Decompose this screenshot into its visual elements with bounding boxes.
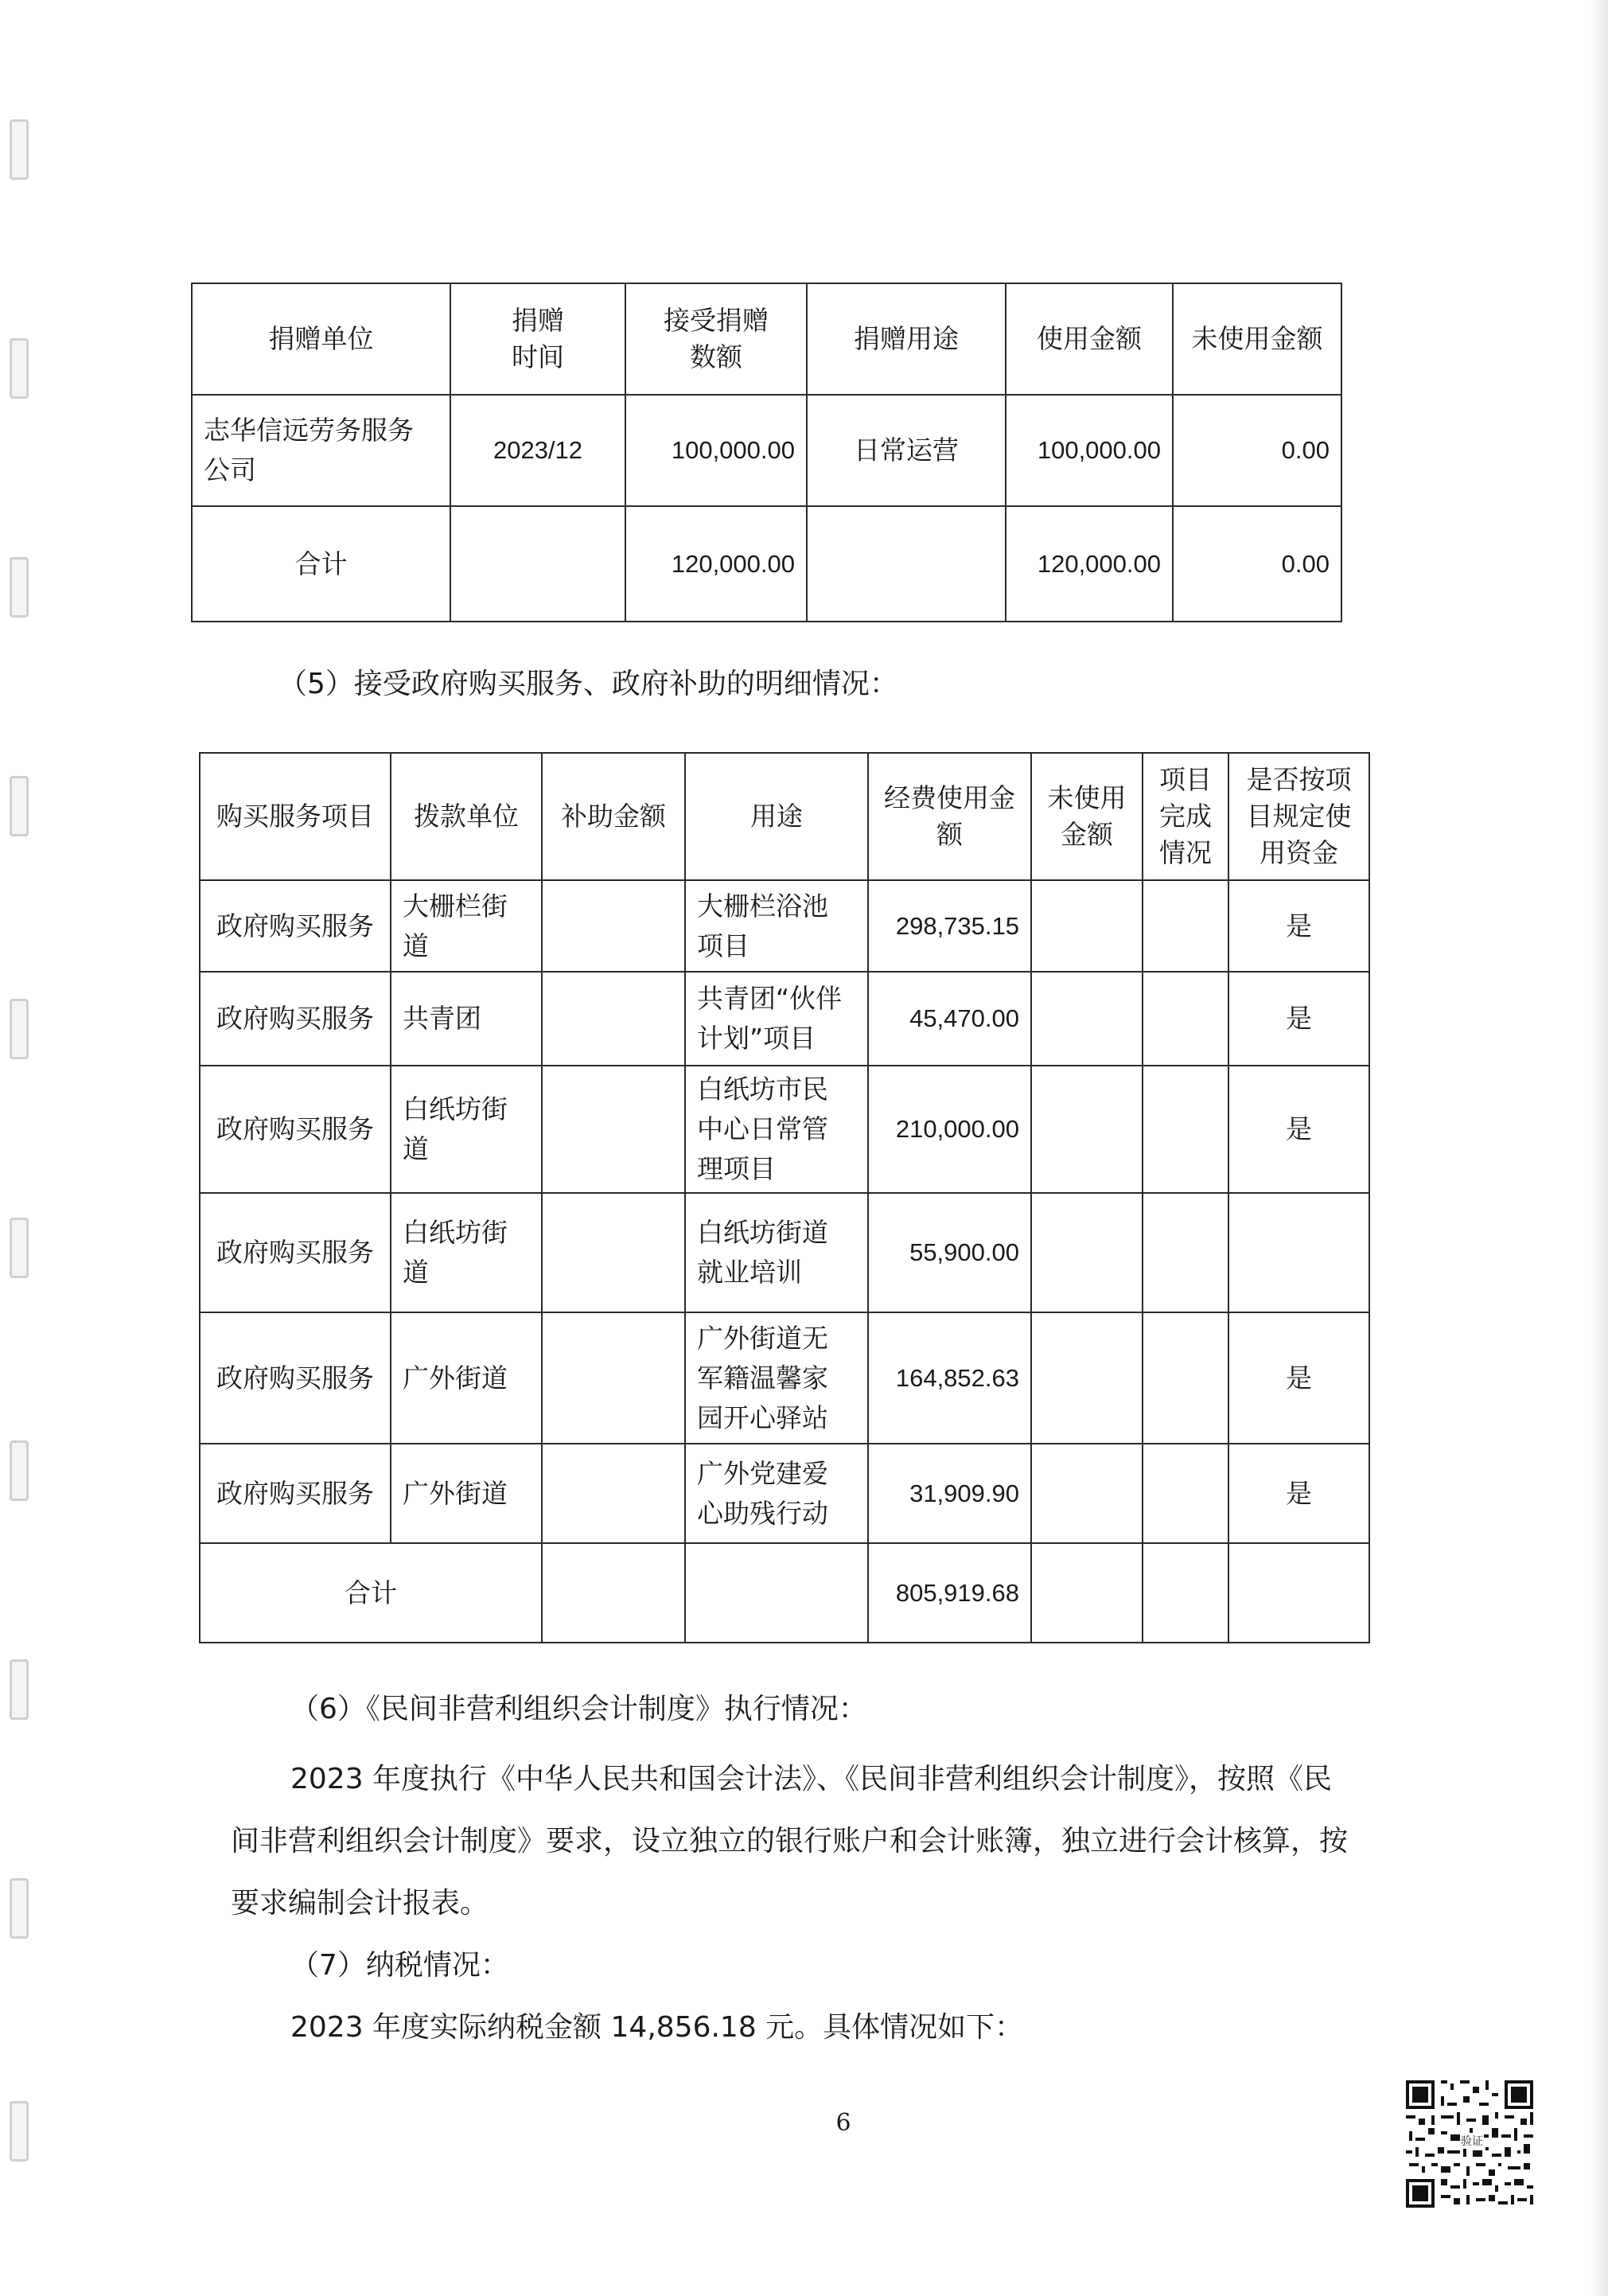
unused-cell bbox=[1031, 972, 1143, 1066]
unused-cell: 0.00 bbox=[1173, 395, 1341, 506]
binding-hole bbox=[10, 1440, 29, 1501]
total-amount: 805,919.68 bbox=[868, 1543, 1031, 1643]
header-cell: 用途 bbox=[685, 753, 868, 880]
compliance-cell bbox=[1228, 1193, 1369, 1312]
purpose-cell: 广外街道无 军籍温馨家 园开心驿站 bbox=[685, 1312, 868, 1444]
binding-hole bbox=[10, 999, 29, 1059]
payer-cell: 大栅栏街 道 bbox=[391, 880, 542, 972]
subsidy-cell bbox=[542, 1066, 685, 1193]
header-cell: 补助金额 bbox=[542, 753, 685, 880]
page-edge bbox=[1590, 0, 1608, 2296]
purpose-cell: 白纸坊街道 就业培训 bbox=[685, 1193, 868, 1312]
header-cell: 捐赠单位 bbox=[192, 283, 450, 395]
amount-cell: 100,000.00 bbox=[625, 395, 807, 506]
table-row bbox=[200, 972, 1369, 1066]
status-cell bbox=[1143, 972, 1228, 1066]
status-cell bbox=[1143, 1066, 1228, 1193]
donation-header-row bbox=[192, 283, 1341, 395]
binding-hole bbox=[10, 2101, 29, 2162]
binding-hole bbox=[10, 557, 29, 618]
total-cell bbox=[807, 506, 1006, 622]
total-cell bbox=[685, 1543, 868, 1643]
table-row bbox=[200, 1193, 1369, 1312]
item-cell: 政府购买服务 bbox=[200, 1066, 391, 1193]
item-cell: 政府购买服务 bbox=[200, 1444, 391, 1543]
compliance-cell: 是 bbox=[1228, 1312, 1369, 1444]
payer-cell: 白纸坊街 道 bbox=[391, 1193, 542, 1312]
header-cell: 未使用金额 bbox=[1173, 283, 1341, 395]
donation-table bbox=[191, 283, 1342, 622]
section-6-body-line: 2023 年度执行《中华人民共和国会计法》、《民间非营利组织会计制度》，按照《民 bbox=[290, 1763, 1333, 1795]
total-used: 120,000.00 bbox=[1006, 506, 1173, 622]
binding-hole bbox=[10, 338, 29, 399]
unused-cell bbox=[1031, 1444, 1143, 1543]
qr-label: 验证 bbox=[1460, 2133, 1484, 2149]
gov-purchase-table bbox=[199, 752, 1370, 1643]
table-row bbox=[200, 1066, 1369, 1193]
amount-cell: 164,852.63 bbox=[868, 1312, 1031, 1444]
used-cell: 100,000.00 bbox=[1006, 395, 1173, 506]
unused-cell bbox=[1031, 1312, 1143, 1444]
unused-cell bbox=[1031, 880, 1143, 972]
status-cell bbox=[1143, 880, 1228, 972]
payer-cell: 共青团 bbox=[391, 972, 542, 1066]
date-cell: 2023/12 bbox=[450, 395, 625, 506]
payer-cell: 白纸坊街 道 bbox=[391, 1066, 542, 1193]
section-6-body-line: 要求编制会计报表。 bbox=[231, 1887, 489, 1920]
amount-cell: 31,909.90 bbox=[868, 1444, 1031, 1543]
total-label: 合计 bbox=[200, 1543, 542, 1643]
qr-code bbox=[1403, 2077, 1536, 2211]
section-7-body: 2023 年度实际纳税金额 14,856.18 元。具体情况如下： bbox=[290, 2011, 1024, 2044]
header-cell: 购买服务项目 bbox=[200, 753, 391, 880]
subsidy-cell bbox=[542, 972, 685, 1066]
purpose-cell: 日常运营 bbox=[807, 395, 1006, 506]
subsidy-cell bbox=[542, 1312, 685, 1444]
section-7-title: （7）纳税情况： bbox=[290, 1949, 509, 1982]
status-cell bbox=[1143, 1444, 1228, 1543]
purpose-cell: 白纸坊市民 中心日常管 理项目 bbox=[685, 1066, 868, 1193]
subsidy-cell bbox=[542, 880, 685, 972]
total-cell bbox=[450, 506, 625, 622]
donor-cell: 志华信远劳务服务 公司 bbox=[192, 395, 450, 506]
unused-cell bbox=[1031, 1193, 1143, 1312]
subsidy-cell bbox=[542, 1444, 685, 1543]
page-number: 6 bbox=[835, 2109, 851, 2137]
header-cell: 未使用 金额 bbox=[1031, 753, 1143, 880]
section-6-body-line: 间非营利组织会计制度》要求，设立独立的银行账户和会计账簿，独立进行会计核算，按 bbox=[231, 1825, 1349, 1857]
header-cell: 是否按项 目规定使 用资金 bbox=[1228, 753, 1369, 880]
binding-hole bbox=[10, 776, 29, 836]
total-cell bbox=[1143, 1543, 1228, 1643]
purpose-cell: 广外党建爱 心助残行动 bbox=[685, 1444, 868, 1543]
header-cell: 拨款单位 bbox=[391, 753, 542, 880]
amount-cell: 298,735.15 bbox=[868, 880, 1031, 972]
header-cell: 接受捐赠 数额 bbox=[625, 283, 807, 395]
payer-cell: 广外街道 bbox=[391, 1444, 542, 1543]
amount-cell: 45,470.00 bbox=[868, 972, 1031, 1066]
table-row bbox=[200, 1444, 1369, 1543]
binding-hole bbox=[10, 119, 29, 180]
total-unused: 0.00 bbox=[1173, 506, 1341, 622]
item-cell: 政府购买服务 bbox=[200, 972, 391, 1066]
binding-hole bbox=[10, 1878, 29, 1939]
header-cell: 捐赠 时间 bbox=[450, 283, 625, 395]
table-row bbox=[192, 395, 1341, 506]
subsidy-cell bbox=[542, 1193, 685, 1312]
payer-cell: 广外街道 bbox=[391, 1312, 542, 1444]
status-cell bbox=[1143, 1193, 1228, 1312]
binding-hole bbox=[10, 1659, 29, 1720]
amount-cell: 55,900.00 bbox=[868, 1193, 1031, 1312]
header-cell: 使用金额 bbox=[1006, 283, 1173, 395]
gov-header-row bbox=[200, 753, 1369, 880]
total-row bbox=[200, 1543, 1369, 1643]
total-amount: 120,000.00 bbox=[625, 506, 807, 622]
total-cell bbox=[542, 1543, 685, 1643]
compliance-cell: 是 bbox=[1228, 1066, 1369, 1193]
section-5-title: （5）接受政府购买服务、政府补助的明细情况： bbox=[278, 668, 898, 700]
section-6-title: （6）《民间非营利组织会计制度》执行情况： bbox=[290, 1693, 867, 1725]
header-cell: 经费使用金 额 bbox=[868, 753, 1031, 880]
header-cell: 捐赠用途 bbox=[807, 283, 1006, 395]
table-row bbox=[200, 1312, 1369, 1444]
purpose-cell: 共青团“伙伴 计划”项目 bbox=[685, 972, 868, 1066]
amount-cell: 210,000.00 bbox=[868, 1066, 1031, 1193]
total-label: 合计 bbox=[192, 506, 450, 622]
table-row bbox=[200, 880, 1369, 972]
total-row bbox=[192, 506, 1341, 622]
compliance-cell: 是 bbox=[1228, 880, 1369, 972]
item-cell: 政府购买服务 bbox=[200, 1193, 391, 1312]
status-cell bbox=[1143, 1312, 1228, 1444]
header-cell: 项目 完成 情况 bbox=[1143, 753, 1228, 880]
purpose-cell: 大栅栏浴池 项目 bbox=[685, 880, 868, 972]
total-cell bbox=[1031, 1543, 1143, 1643]
binding-hole bbox=[10, 1218, 29, 1278]
total-cell bbox=[1228, 1543, 1369, 1643]
item-cell: 政府购买服务 bbox=[200, 1312, 391, 1444]
compliance-cell: 是 bbox=[1228, 972, 1369, 1066]
item-cell: 政府购买服务 bbox=[200, 880, 391, 972]
unused-cell bbox=[1031, 1066, 1143, 1193]
compliance-cell: 是 bbox=[1228, 1444, 1369, 1543]
